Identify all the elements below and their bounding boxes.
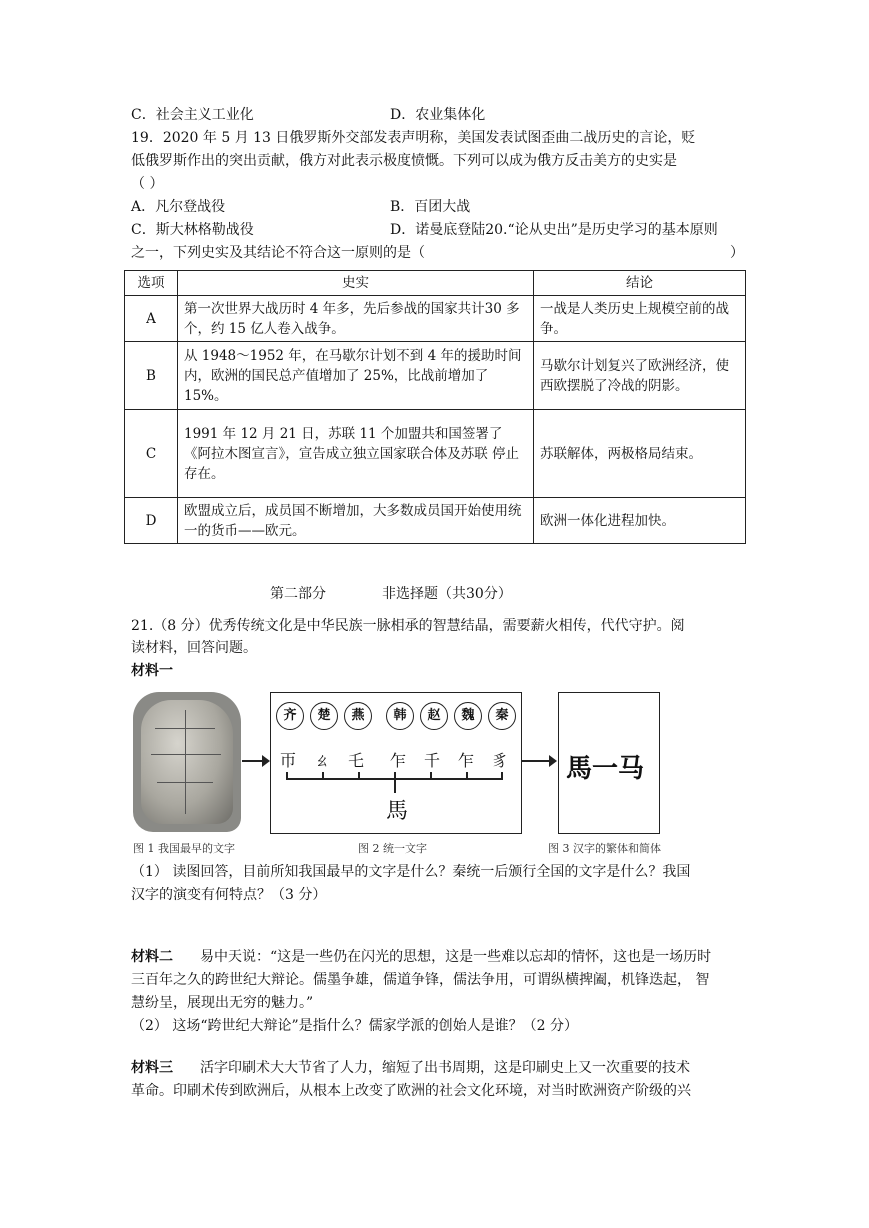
figure1-caption: 图 1 我国最早的文字 bbox=[133, 842, 235, 855]
q19-option-d: D．诺曼底登陆20.“论从史出”是历史学习的基本原则 bbox=[390, 222, 718, 238]
variant-wei-glyph: 乍 bbox=[458, 751, 475, 770]
variant-yan-glyph: 乇 bbox=[348, 751, 365, 770]
q21-stem-line1: 21.（8 分）优秀传统文化是中华民族一脉相承的智慧结晶，需要薪火相传，代代守护。阅 bbox=[131, 618, 685, 634]
table-cell-fact: 第一次世界大战历时 4 年多，先后参战的国家共计30 多个，约 15 亿人卷入战争。 bbox=[178, 296, 534, 342]
variant-qi-glyph: 帀 bbox=[280, 751, 297, 770]
merge-tick bbox=[286, 772, 288, 780]
merge-tick bbox=[358, 772, 360, 780]
q21-1-line2: 汉字的演变有何特点？（3 分） bbox=[131, 887, 327, 903]
table-header-conclusion: 结论 bbox=[534, 271, 746, 296]
table-cell-conclusion: 马歇尔计划复兴了欧洲经济，使西欧摆脱了冷战的阴影。 bbox=[534, 342, 746, 410]
arrow-1-head-icon bbox=[262, 755, 270, 767]
table-row bbox=[125, 296, 746, 342]
merge-tick bbox=[501, 772, 503, 780]
q21-2-question: （2） 这场“跨世纪大辩论”是指什么？儒家学派的创始人是谁？（2 分） bbox=[131, 1018, 579, 1034]
material2-line2: 三百年之久的跨世纪大辩论。儒墨争雄，儒道争锋，儒法争用，可谓纵横捭阖，机锋迭起， 智 bbox=[131, 972, 710, 988]
state-chu-circle: 楚 bbox=[310, 702, 338, 730]
material3-label: 材料三 bbox=[131, 1060, 173, 1076]
state-qi-circle: 齐 bbox=[276, 702, 304, 730]
table-cell-option: D bbox=[125, 498, 178, 544]
table-row bbox=[125, 410, 746, 498]
arrow-1-icon bbox=[242, 760, 264, 762]
q19-stem-line1: 19．2020 年 5 月 13 日俄罗斯外交部发表声明称，美国发表试图歪曲二战历史的言论，贬 bbox=[131, 130, 696, 146]
arrow-2-icon bbox=[521, 760, 551, 762]
state-yan-circle: 燕 bbox=[344, 702, 372, 730]
table-cell-conclusion: 一战是人类历史上规模空前的战争。 bbox=[534, 296, 746, 342]
q19-option-c: C．斯大林格勒战役 bbox=[131, 222, 254, 238]
q20-answer-paren: ） bbox=[730, 245, 744, 261]
options-table bbox=[124, 270, 746, 544]
material2-line1: 易中天说：“这是一些仍在闪光的思想，这是一些难以忘却的情怀，这也是一场历时 bbox=[200, 949, 712, 965]
material3-line1: 活字印刷术大大节省了人力，缩短了出书周期，这是印刷史上又一次重要的技术 bbox=[200, 1060, 690, 1076]
material2-line3: 慧纷呈，展现出无穷的魅力。” bbox=[131, 995, 314, 1011]
material3-line2: 革命。印刷术传到欧洲后，从根本上改变了欧洲的社会文化环境，对当时欧洲资产阶级的兴 bbox=[131, 1083, 691, 1099]
q18-option-d: D．农业集体化 bbox=[390, 107, 486, 123]
table-header-option: 选项 bbox=[125, 271, 178, 296]
table-cell-option: A bbox=[125, 296, 178, 342]
state-wei-circle: 魏 bbox=[454, 702, 482, 730]
part2-subtitle: 非选择题（共30分） bbox=[382, 586, 512, 602]
part2-title: 第二部分 bbox=[270, 586, 326, 602]
q21-stem-line2: 读材料，回答问题。 bbox=[131, 640, 257, 656]
material2-label: 材料二 bbox=[131, 949, 173, 965]
traditional-simplified-text: 馬一马 bbox=[566, 754, 645, 784]
state-qin-circle: 秦 bbox=[488, 702, 516, 730]
q19-answer-paren: （ ） bbox=[131, 176, 164, 192]
table-row bbox=[125, 342, 746, 410]
q21-1-line1: （1） 读图回答，目前所知我国最早的文字是什么？秦统一后颁行全国的文字是什么？我国 bbox=[131, 864, 691, 880]
q19-option-b: B．百团大战 bbox=[390, 199, 471, 215]
state-zhao-circle: 赵 bbox=[420, 702, 448, 730]
material1-label: 材料一 bbox=[131, 663, 173, 679]
table-cell-fact: 从 1948～1952 年，在马歇尔计划不到 4 年的援助时间内，欧洲的国民总产值增加了 25%，比战前增加了 15%。 bbox=[178, 342, 534, 410]
merge-stem bbox=[394, 779, 396, 793]
table-cell-conclusion: 欧洲一体化进程加快。 bbox=[534, 498, 746, 544]
q19-stem-line2: 低俄罗斯作出的突出贡献，俄方对此表示极度愤慨。下列可以成为俄方反击美方的史实是 bbox=[131, 153, 677, 169]
table-header-fact: 史实 bbox=[178, 271, 534, 296]
table-row bbox=[125, 498, 746, 544]
figure2-caption: 图 2 统一文字 bbox=[358, 842, 427, 855]
merge-tick bbox=[430, 772, 432, 780]
table-cell-conclusion: 苏联解体，两极格局结束。 bbox=[534, 410, 746, 498]
table-cell-fact: 欧盟成立后，成员国不断增加，大多数成员国开始使用统一的货币——欧元。 bbox=[178, 498, 534, 544]
unified-qin-glyph: 馬 bbox=[386, 799, 409, 824]
table-cell-fact: 1991 年 12 月 21 日，苏联 11 个加盟共和国签署了《阿拉木图宣言》，宣告成立独立国家联合体及苏联 停止存在。 bbox=[178, 410, 534, 498]
oracle-bone-image bbox=[133, 692, 241, 832]
arrow-2-head-icon bbox=[549, 755, 557, 767]
q20-stem-tail: 之一，下列史实及其结论不符合这一原则的是（ bbox=[131, 245, 425, 261]
table-header-row bbox=[125, 271, 746, 296]
table-cell-option: C bbox=[125, 410, 178, 498]
merge-tick bbox=[322, 772, 324, 780]
variant-chu-glyph: ㄠ bbox=[314, 751, 331, 770]
figure3-caption: 图 3 汉字的繁体和简体 bbox=[548, 842, 661, 855]
state-han-circle: 韩 bbox=[386, 702, 414, 730]
merge-tick bbox=[466, 772, 468, 780]
variant-han-glyph: 乍 bbox=[390, 751, 407, 770]
table-cell-option: B bbox=[125, 342, 178, 410]
q19-option-a: A．凡尔登战役 bbox=[131, 199, 226, 215]
variant-zhao-glyph: 千 bbox=[424, 751, 441, 770]
variant-qin-glyph: 豸 bbox=[492, 751, 509, 770]
q18-option-c: C．社会主义工业化 bbox=[131, 107, 254, 123]
